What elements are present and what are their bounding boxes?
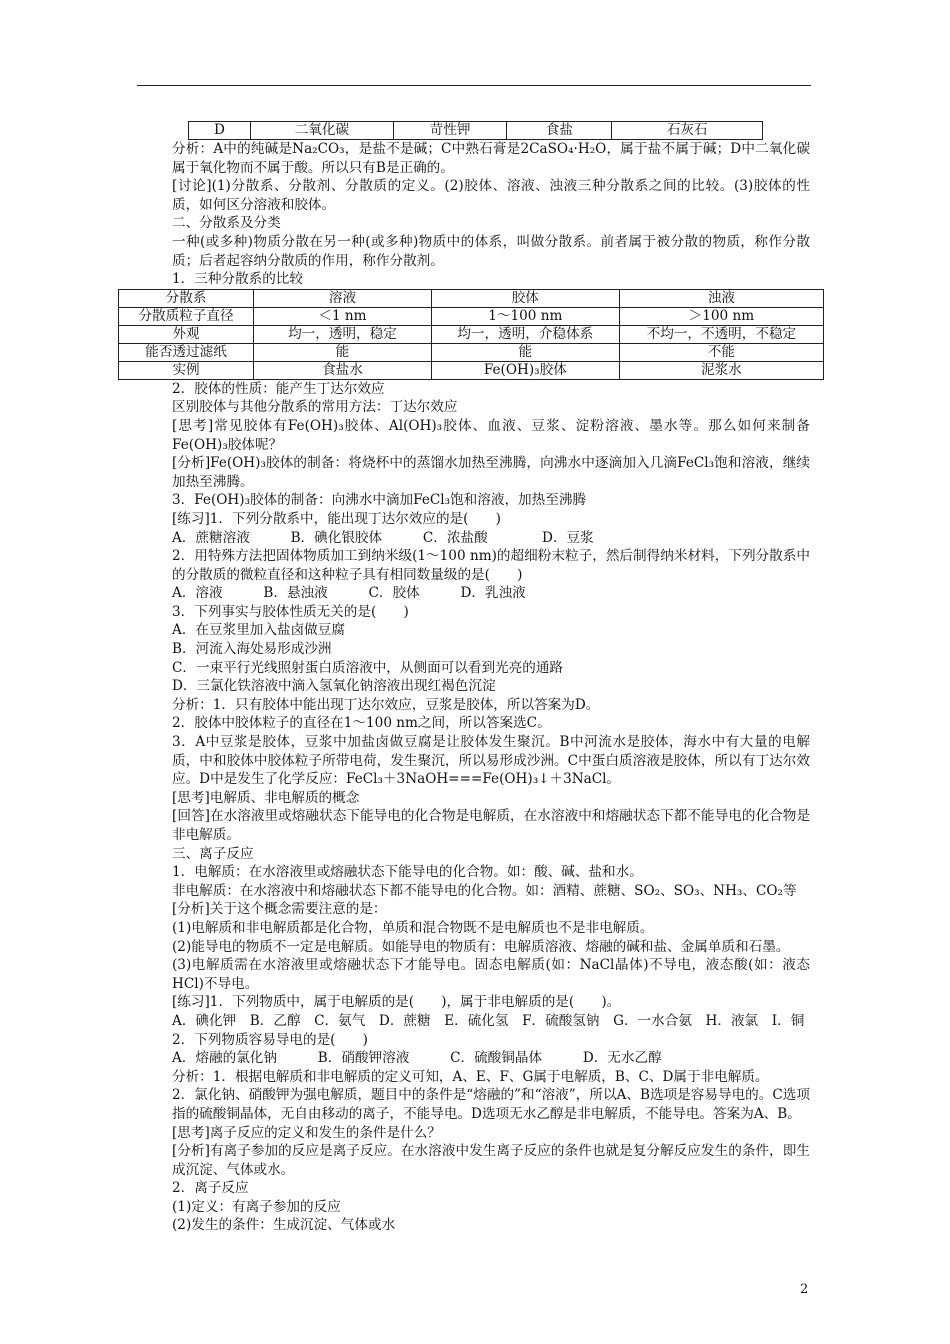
paragraph: 三、离子反应 (172, 845, 254, 862)
paragraph: 2．用特殊方法把固体物质加工到纳米级(1～100 nm)的超细粉末粒子，然后制得纳米材料，下列分散系中的分散质的微粒直径和这种粒子具有相同数量级的是( ) (172, 548, 810, 583)
table-cell: 能否透过滤纸 (119, 343, 254, 361)
paragraph: 分析：1．只有胶体中能出现丁达尔效应，豆浆是胶体，所以答案为D。 (172, 696, 600, 713)
table-cell: 石灰石 (612, 122, 763, 140)
paragraph: 分析：1．根据电解质和非电解质的定义可知，A、E、F、G属于电解质，B、C、D属于非电解质。 (172, 1068, 769, 1085)
paragraph: D．三氯化铁溶液中滴入氢氧化钠溶液出现红褐色沉淀 (172, 678, 496, 695)
table-cell: 实例 (119, 361, 254, 379)
paragraph: [回答]在水溶液里或熔融状态下能导电的化合物是电解质，在水溶液中和熔融状态下都不能导电的化合物是非电解质。 (172, 808, 810, 843)
paragraph: (2)发生的条件：生成沉淀、气体或水 (172, 1217, 396, 1234)
paragraph: A．蔗糖溶液 B．碘化银胶体 C．浓盐酸 D．豆浆 (172, 529, 594, 546)
table-cell: 不能 (619, 343, 823, 361)
paragraph: 3．A中豆浆是胶体，豆浆中加盐卤做豆腐是让胶体发生聚沉。B中河流水是胶体，海水中有大量的电解质，中和胶体中胶体粒子所带电荷，发生聚沉，所以易形成沙洲。C中蛋白质溶液是胶体，所以有丁达尔效应。D中是发生了化学反应：FeCl₃＋3NaOH===Fe(OH)₃↓＋3NaCl。 (172, 734, 810, 788)
table-row (119, 343, 824, 361)
table-cell: 食盐 (507, 122, 612, 140)
paragraph: 区别胶体与其他分散系的常用方法：丁达尔效应 (172, 399, 458, 416)
paragraph: 非电解质：在水溶液中和熔融状态下都不能导电的化合物。如：酒精、蔗糖、SO₂、SO₃、NH₃、CO₂等 (172, 882, 797, 899)
table-cell: D (189, 122, 251, 140)
paragraph: 1．电解质：在水溶液里或熔融状态下能导电的化合物。如：酸、碱、盐和水。 (172, 864, 643, 881)
paragraph: [分析]关于这个概念需要注意的是： (172, 901, 387, 918)
paragraph: (1)定义：有离子参加的反应 (172, 1198, 341, 1215)
paragraph: B．河流入海处易形成沙洲 (172, 641, 332, 658)
table-header-cell: 浊液 (619, 289, 823, 307)
table-cell: 能 (431, 343, 619, 361)
paragraph: 2．离子反应 (172, 1180, 249, 1197)
table-header-row (119, 289, 824, 307)
paragraph: 3．下列事实与胶体性质无关的是( ) (172, 603, 409, 620)
table-cell: 1～100 nm (431, 307, 619, 325)
table-row (189, 122, 763, 140)
paragraph: 3．Fe(OH)₃胶体的制备：向沸水中滴加FeCl₃饱和溶液，加热至沸腾 (172, 492, 587, 509)
paragraph: [思考]离子反应的定义和发生的条件是什么？ (172, 1124, 441, 1141)
table-row (119, 307, 824, 325)
table-cell: 苛性钾 (393, 122, 506, 140)
paragraph: [讨论](1)分散系、分散剂、分散质的定义。(2)胶体、溶液、浊液三种分散系之间的比较。(3)胶体的性质，如何区分溶液和胶体。 (172, 178, 810, 213)
paragraph: [分析]有离子参加的反应是离子反应。在水溶液中发生离子反应的条件也就是复分解反应发生的条件，即生成沉淀、气体或水。 (172, 1143, 810, 1178)
paragraph: [思考]电解质、非电解质的概念 (172, 789, 360, 806)
paragraph: 分析：A中的纯碱是Na₂CO₃，是盐不是碱；C中熟石膏是2CaSO₄·H₂O，属于盐不属于碱；D中二氧化碳属于氧化物而不属于酸。所以只有B是正确的。 (172, 141, 810, 176)
paragraph: 2．胶体的性质：能产生丁达尔效应 (172, 380, 385, 397)
page-number: 2 (800, 1282, 809, 1297)
table-cell: 外观 (119, 325, 254, 343)
table-cell: 均一，透明，介稳体系 (431, 325, 619, 343)
paragraph: 一种(或多种)物质分散在另一种(或多种)物质中的体系，叫做分散系。前者属于被分散的物质，称作分散质；后者起容纳分散质的作用，称作分散剂。 (172, 233, 810, 269)
paragraph: (3)电解质需在水溶液里或熔融状态下才能导电。固态电解质(如：NaCl晶体)不导电，液态酸(如：液态HCl)不导电。 (172, 957, 810, 992)
table-cell: 均一，透明，稳定 (254, 325, 432, 343)
table-cell: 不均一，不透明，不稳定 (619, 325, 823, 343)
paragraph: [思考]常见胶体有Fe(OH)₃胶体、Al(OH)₃胶体、血液、豆浆、淀粉溶液、墨水等。那么如何来制备Fe(OH)₃胶体呢？ (172, 417, 810, 453)
paragraph: C．一束平行光线照射蛋白质溶液中，从侧面可以看到光亮的通路 (172, 659, 564, 676)
table-row (119, 325, 824, 343)
paragraph: [练习]1．下列物质中，属于电解质的是( )，属于非电解质的是( )。 (172, 994, 621, 1011)
table-cell: 食盐水 (254, 361, 432, 379)
table-cell: ＞100 nm (619, 307, 823, 325)
table-header-cell: 分散系 (119, 289, 254, 307)
table-cell: Fe(OH)₃胶体 (431, 361, 619, 379)
table-row (119, 361, 824, 379)
paragraph: A．溶液 B．悬浊液 C．胶体 D．乳浊液 (172, 585, 526, 602)
body-paragraphs (144, 380, 810, 1235)
paragraph: 2．胶体中胶体粒子的直径在1～100 nm之间，所以答案选C。 (172, 715, 551, 732)
table-cell: ＜1 nm (254, 307, 432, 325)
comparison-table (118, 289, 824, 380)
paragraph: (2)能导电的物质不一定是电解质。如能导电的物质有：电解质溶液、熔融的碱和盐、金属单质和石墨。 (172, 938, 790, 955)
section-heading: 二、分散系及分类 (172, 215, 281, 232)
paragraph: A．在豆浆里加入盐卤做豆腐 (172, 622, 345, 639)
paragraph: (1)电解质和非电解质都是化合物，单质和混合物既不是电解质也不是非电解质。 (172, 919, 654, 936)
table-cell: 二氧化碳 (250, 122, 393, 140)
table-header-cell: 溶液 (254, 289, 432, 307)
subsection-heading: 1．三种分散系的比较 (172, 271, 303, 288)
paragraph: 2．下列物质容易导电的是( ) (172, 1031, 368, 1048)
header-rule (137, 85, 811, 86)
page-content (138, 121, 810, 1235)
paragraph: A．熔融的氯化钠 B．硝酸钾溶液 C．硫酸铜晶体 D．无水乙醇 (172, 1050, 662, 1067)
paragraph: A．碘化钾 B．乙醇 C．氨气 D．蔗糖 E．硫化氢 F．硫酸氢钠 G．一水合氨 H．液氯 I．铜 (172, 1012, 805, 1029)
paragraph: 2．氯化钠、硝酸钾为强电解质，题目中的条件是“熔融的”和“溶液”，所以A、B选项是容易导电的。C选项指的硫酸铜晶体，无自由移动的离子，不能导电。D选项无水乙醇是非电解质，不能导电。答案为A、B。 (172, 1087, 810, 1122)
table-cell: 分散质粒子直径 (119, 307, 254, 325)
paragraph: [练习]1．下列分散系中，能出现丁达尔效应的是( ) (172, 510, 501, 527)
table-cell: 泥浆水 (619, 361, 823, 379)
table-header-cell: 胶体 (431, 289, 619, 307)
paragraph: [分析]Fe(OH)₃胶体的制备：将烧杯中的蒸馏水加热至沸腾，向沸水中逐滴加入几滴FeCl₃饱和溶液，继续加热至沸腾。 (172, 455, 810, 490)
top-table (188, 121, 763, 140)
table-cell: 能 (254, 343, 432, 361)
